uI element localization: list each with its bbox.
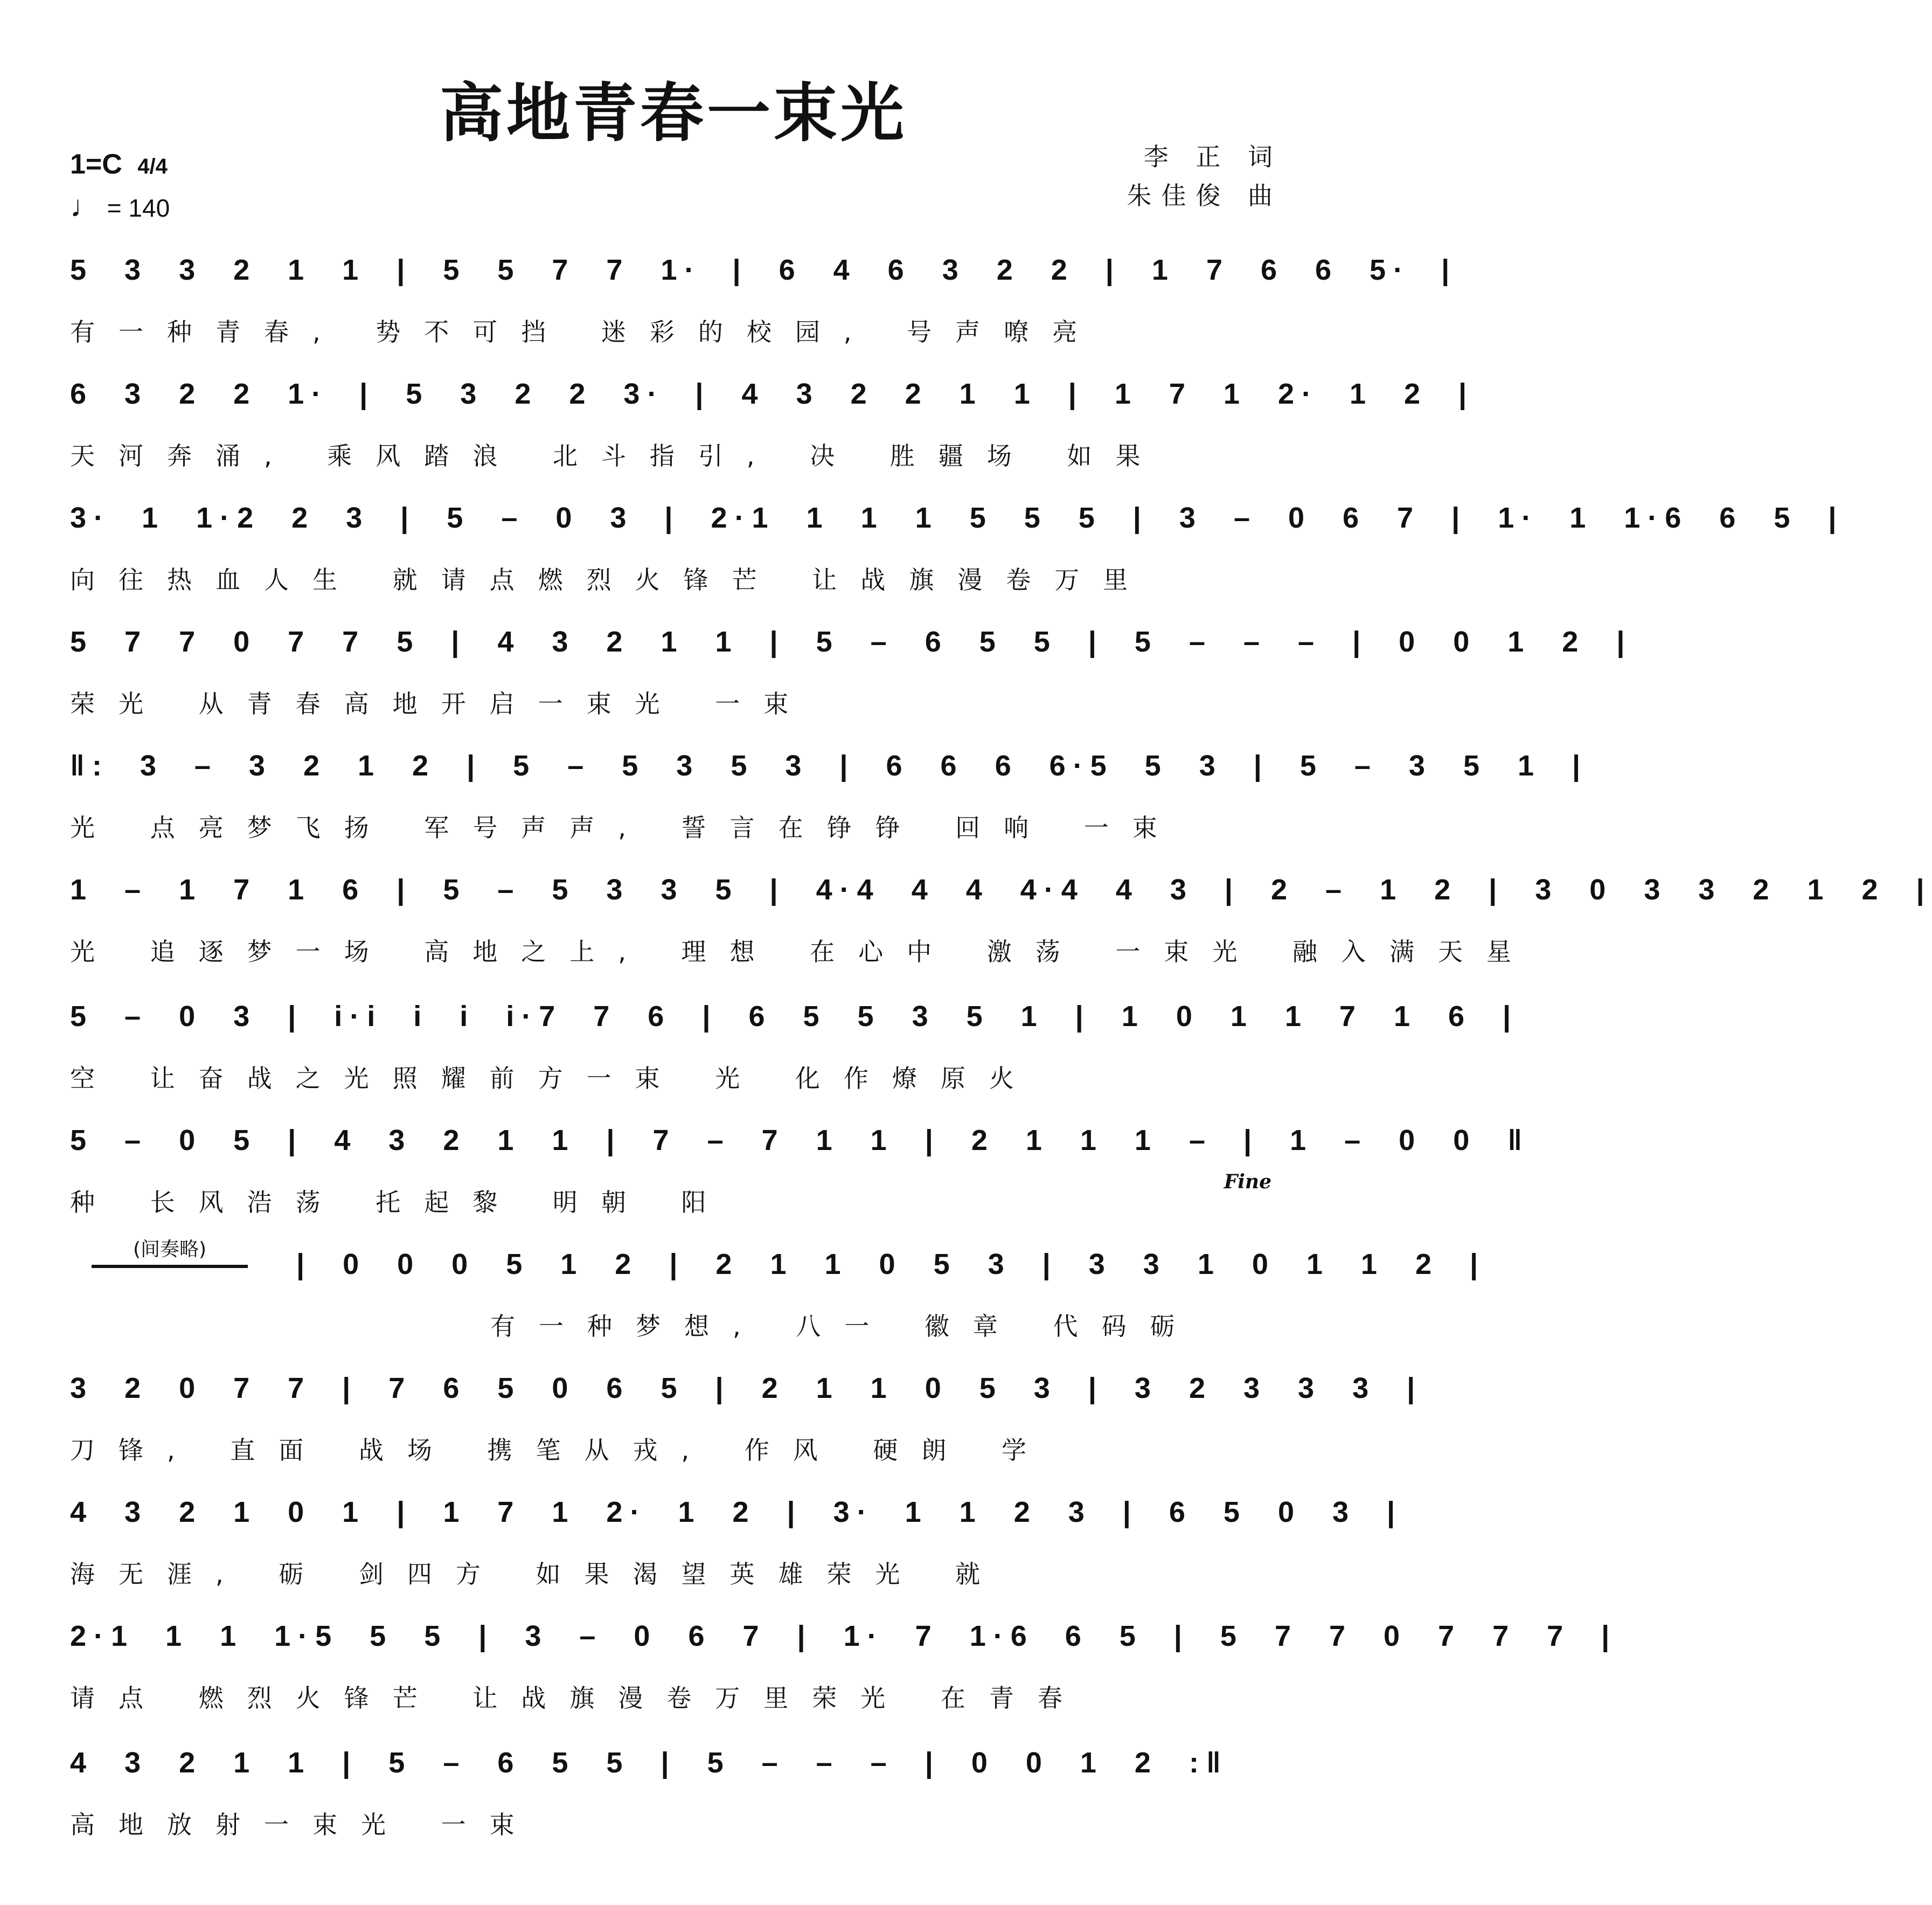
jianpu-notes: 4 3 2 1 0 1 | 1 7 1 2· 1 2 | 3· 1 1 2 3 | 6 5 0 3 |	[70, 1496, 1403, 1528]
jianpu-notes: 5 – 0 3 | i·i i i i·7 7 6 | 6 5 5 3 5 1 | 1 0 1 1 7 1 6 |	[70, 1000, 1519, 1033]
lyrics-line: 刀锋, 直面 战场 携笔从戎, 作风 硬朗 学	[70, 1436, 1050, 1465]
lyrics-line: 有一种青春, 势不可挡 迷彩的校园, 号声嘹亮	[70, 317, 1101, 347]
tempo-marking	[70, 189, 170, 224]
jianpu-notes: 3 2 0 7 7 | 7 6 5 0 6 5 | 2 1 1 0 5 3 | 3 2 3 3 3 |	[70, 1372, 1423, 1404]
interlude-marker	[92, 1234, 248, 1268]
jianpu-notes: | 0 0 0 5 1 2 | 2 1 1 0 5 3 | 3 3 1 0 1 1 2 |	[296, 1248, 1486, 1280]
jianpu-notes: 5 7 7 0 7 7 5 | 4 3 2 1 1 | 5 – 6 5 5 | 5 – – – | 0 0 1 2 |	[70, 626, 1632, 658]
jianpu-notes: 2·1 1 1 1·5 5 5 | 3 – 0 6 7 | 1· 7 1·6 6 5 | 5 7 7 0 7 7 7 |	[70, 1620, 1617, 1652]
key-signature	[70, 148, 168, 181]
key-label: 1=C	[70, 149, 122, 180]
lyrics-line: 天河奔涌, 乘风踏浪 北斗指引, 决 胜疆场 如果	[70, 441, 1164, 470]
lyrics-line: 种 长风浩荡 托起黎 明朝 阳	[70, 1188, 730, 1217]
jianpu-notes: ‖: 3 – 3 2 1 2 | 5 – 5 3 5 3 | 6 6 6 6·5 5 3 | 5 – 3 5 1 |	[70, 750, 1588, 782]
jianpu-notes: 6 3 2 2 1· | 5 3 2 2 3· | 4 3 2 2 1 1 | 1 7 1 2· 1 2 |	[70, 378, 1475, 410]
credits	[1127, 137, 1282, 215]
lyrics-line: 请点 燃烈火锋芒 让战旗漫卷万里荣光 在青春	[70, 1684, 1086, 1713]
interlude-line	[92, 1265, 248, 1268]
song-title: 高地青春一束光	[439, 75, 907, 150]
jianpu-notes: 1 – 1 7 1 6 | 5 – 5 3 3 5 | 4·4 4 4 4·4 4 3 | 2 – 1 2 | 3 0 3 3 2 1 2 |	[70, 874, 1932, 906]
time-signature: 4/4	[137, 155, 168, 178]
lyrics-line: 光 追逐梦一场 高地之上, 理想 在心中 激荡 一束光 融入满天星	[70, 937, 1535, 966]
lyrics-line: 光 点亮梦飞扬 军号声声, 誓言在铮铮 回响 一束	[70, 813, 1181, 842]
lyrics-line: 空 让奋战之光照耀前方一束 光 化作燎原火	[70, 1064, 1038, 1093]
lyrics-line: 高地放射一束光 一束	[70, 1810, 538, 1839]
jianpu-notes: 5 3 3 2 1 1 | 5 5 7 7 1· | 6 4 6 3 2 2 | 1 7 6 6 5· |	[70, 254, 1457, 286]
jianpu-notes: 4 3 2 1 1 | 5 – 6 5 5 | 5 – – – | 0 0 1 2 :‖	[70, 1747, 1228, 1779]
quarter-note-icon: ♩	[70, 189, 100, 223]
lyrics-line: 向往热血人生 就请点燃烈火锋芒 让战旗漫卷万里	[70, 565, 1152, 594]
lyrics-line: 有一种梦想, 八一 徽章 代码砺	[490, 1312, 1199, 1341]
jianpu-notes: 5 – 0 5 | 4 3 2 1 1 | 7 – 7 1 1 | 2 1 1 1 – | 1 – 0 0 ‖	[70, 1124, 1530, 1156]
jianpu-notes: 3· 1 1·2 2 3 | 5 – 0 3 | 2·1 1 1 1 5 5 5 | 3 – 0 6 7 | 1· 1 1·6 6 5 |	[70, 502, 1844, 534]
interlude-label: (间奏略)	[133, 1238, 207, 1260]
lyrics-line: 荣光 从青春高地开启一束光 一束	[70, 689, 812, 718]
lyrics-line: 海无涯, 砺 剑四方 如果渴望英雄荣光 就	[70, 1560, 1004, 1589]
composer-credit: 朱佳俊 曲	[1127, 181, 1282, 210]
tempo-value: = 140	[107, 194, 170, 222]
lyricist-credit: 李 正 词	[1143, 142, 1282, 171]
fine-mark: Fine	[1224, 1170, 1271, 1193]
